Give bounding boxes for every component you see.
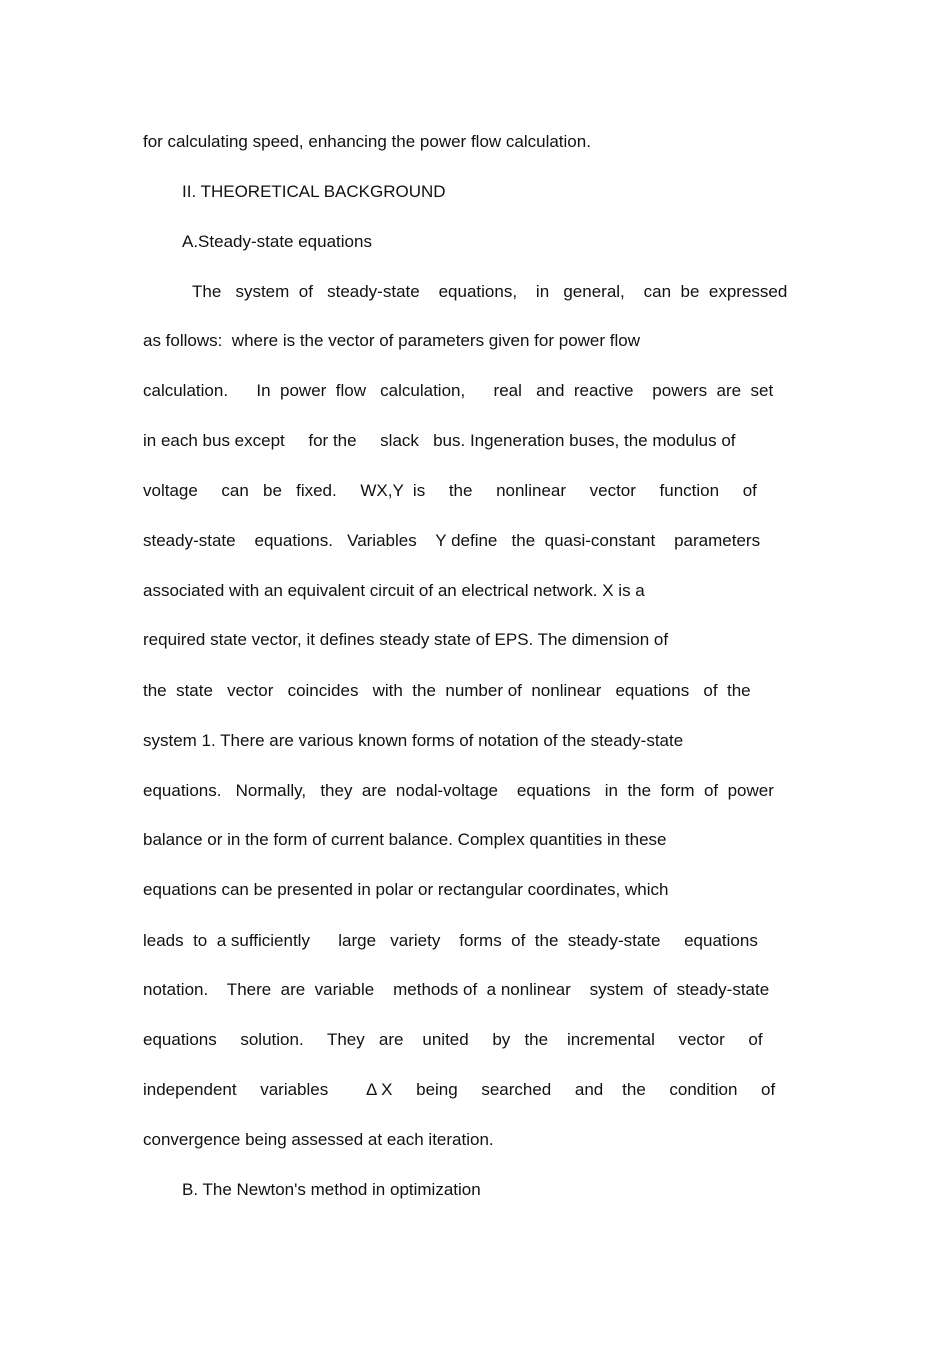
- text-line: leads to a sufficiently large variety forms of the steady-state equations: [143, 931, 758, 950]
- text-line: voltage can be fixed. WX,Y is the nonlinear vector function of: [143, 481, 757, 500]
- text-line: the state vector coincides with the number of nonlinear equations of the: [143, 681, 751, 700]
- text-line: equations can be presented in polar or rectangular coordinates, which: [143, 880, 669, 899]
- text-line: associated with an equivalent circuit of an electrical network. X is a: [143, 581, 645, 600]
- text-line: calculation. In power flow calculation, real and reactive powers are set: [143, 381, 774, 400]
- text-line: required state vector, it defines steady state of EPS. The dimension of: [143, 630, 669, 649]
- text-line: independent variables Δ X being searched and the condition of: [143, 1080, 776, 1099]
- text-line: in each bus except for the slack bus. Ingeneration buses, the modulus of: [143, 431, 736, 450]
- text-line: for calculating speed, enhancing the power flow calculation.: [143, 132, 591, 151]
- section-heading: II. THEORETICAL BACKGROUND: [182, 182, 446, 201]
- text-line: steady-state equations. Variables Y define the quasi-constant parameters: [143, 531, 761, 550]
- text-line: The system of steady-state equations, in general, can be expressed: [192, 282, 788, 301]
- text-line: equations. Normally, they are nodal-voltage equations in the form of power: [143, 781, 774, 800]
- text-line: system 1. There are various known forms of notation of the steady-state: [143, 731, 684, 750]
- text-line: balance or in the form of current balance. Complex quantities in these: [143, 830, 667, 849]
- text-line: convergence being assessed at each iteration.: [143, 1130, 494, 1149]
- text-line: equations solution. They are united by the incremental vector of: [143, 1030, 763, 1049]
- subsection-heading: A.Steady-state equations: [182, 232, 372, 251]
- text-line: as follows: where is the vector of parameters given for power flow: [143, 331, 640, 350]
- subsection-heading: B. The Newton's method in optimization: [182, 1180, 481, 1199]
- text-line: notation. There are variable methods of a nonlinear system of steady-state: [143, 980, 770, 999]
